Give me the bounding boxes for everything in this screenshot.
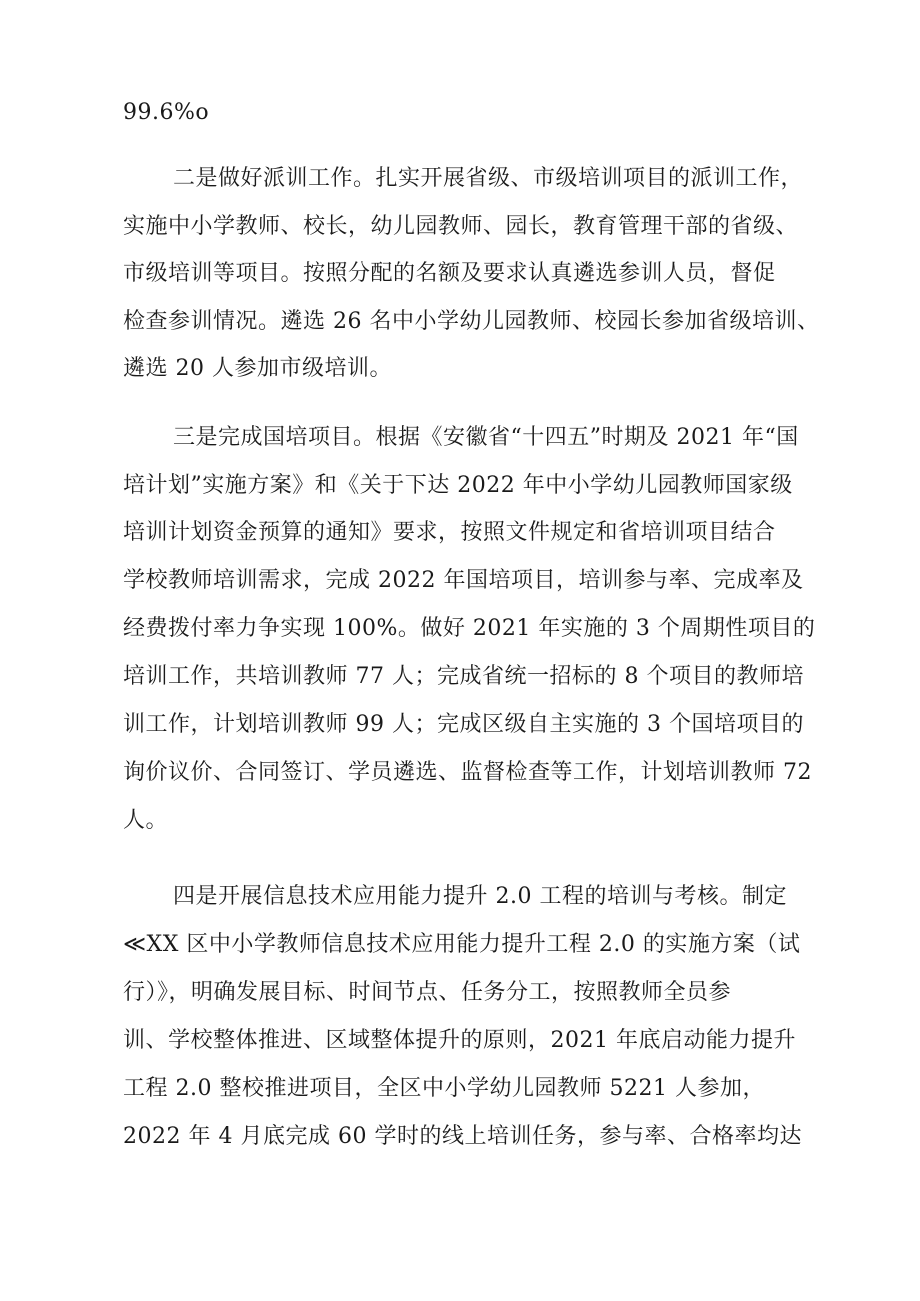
text-line: ≪XX 区中小学教师信息技术应用能力提升工程 2.0 的实施方案（试: [123, 932, 801, 957]
text-line: 人。: [123, 808, 169, 833]
text-line: 行）》，明确发展目标、时间节点、任务分工，按照教师全员参: [123, 980, 732, 1005]
text-line: 四是开展信息技术应用能力提升 2.0 工程的培训与考核。制定: [173, 884, 787, 909]
text-line: 培训工作，共培训教师 77 人；完成省统一招标的 8 个项目的教师培: [123, 664, 804, 689]
text-line: 遴选 20 人参加市级培训。: [123, 356, 392, 381]
text-line: 学校教师培训需求，完成 2022 年国培项目，培训参与率、完成率及: [123, 568, 804, 593]
text-line: 2022 年 4 月底完成 60 学时的线上培训任务，参与率、合格率均达: [123, 1124, 802, 1149]
text-line: 培计划”实施方案》和《关于下达 2022 年中小学幼儿园教师国家级: [123, 473, 793, 498]
text-line: 市级培训等项目。按照分配的名额及要求认真遴选参训人员，督促: [123, 261, 776, 286]
text-line: 训工作，计划培训教师 99 人；完成区级自主实施的 3 个国培项目的: [123, 712, 804, 737]
text-line: 经费拨付率力争实现 100%。做好 2021 年实施的 3 个周期性项目的: [123, 616, 816, 641]
text-line: 二是做好派训工作。扎实开展省级、市级培训项目的派训工作，: [173, 166, 804, 191]
text-line: 询价议价、合同签订、学员遴选、监督检查等工作，计划培训教师 72: [123, 760, 812, 785]
text-line: 三是完成国培项目。根据《安徽省“十四五”时期及 2021 年“国: [173, 425, 799, 450]
text-line: 训、学校整体推进、区域整体提升的原则，2021 年底启动能力提升: [123, 1028, 796, 1053]
text-line: 实施中小学教师、校长，幼儿园教师、园长，教育管理干部的省级、: [123, 214, 799, 239]
text-line: 检查参训情况。遴选 26 名中小学幼儿园教师、校园长参加省级培训、: [123, 309, 820, 334]
text-line: 99.6%o: [123, 100, 210, 125]
text-line: 培训计划资金预算的通知》要求，按照文件规定和省培训项目结合: [123, 520, 776, 545]
text-line: 工程 2.0 整校推进项目，全区中小学幼儿园教师 5221 人参加，: [123, 1076, 765, 1101]
